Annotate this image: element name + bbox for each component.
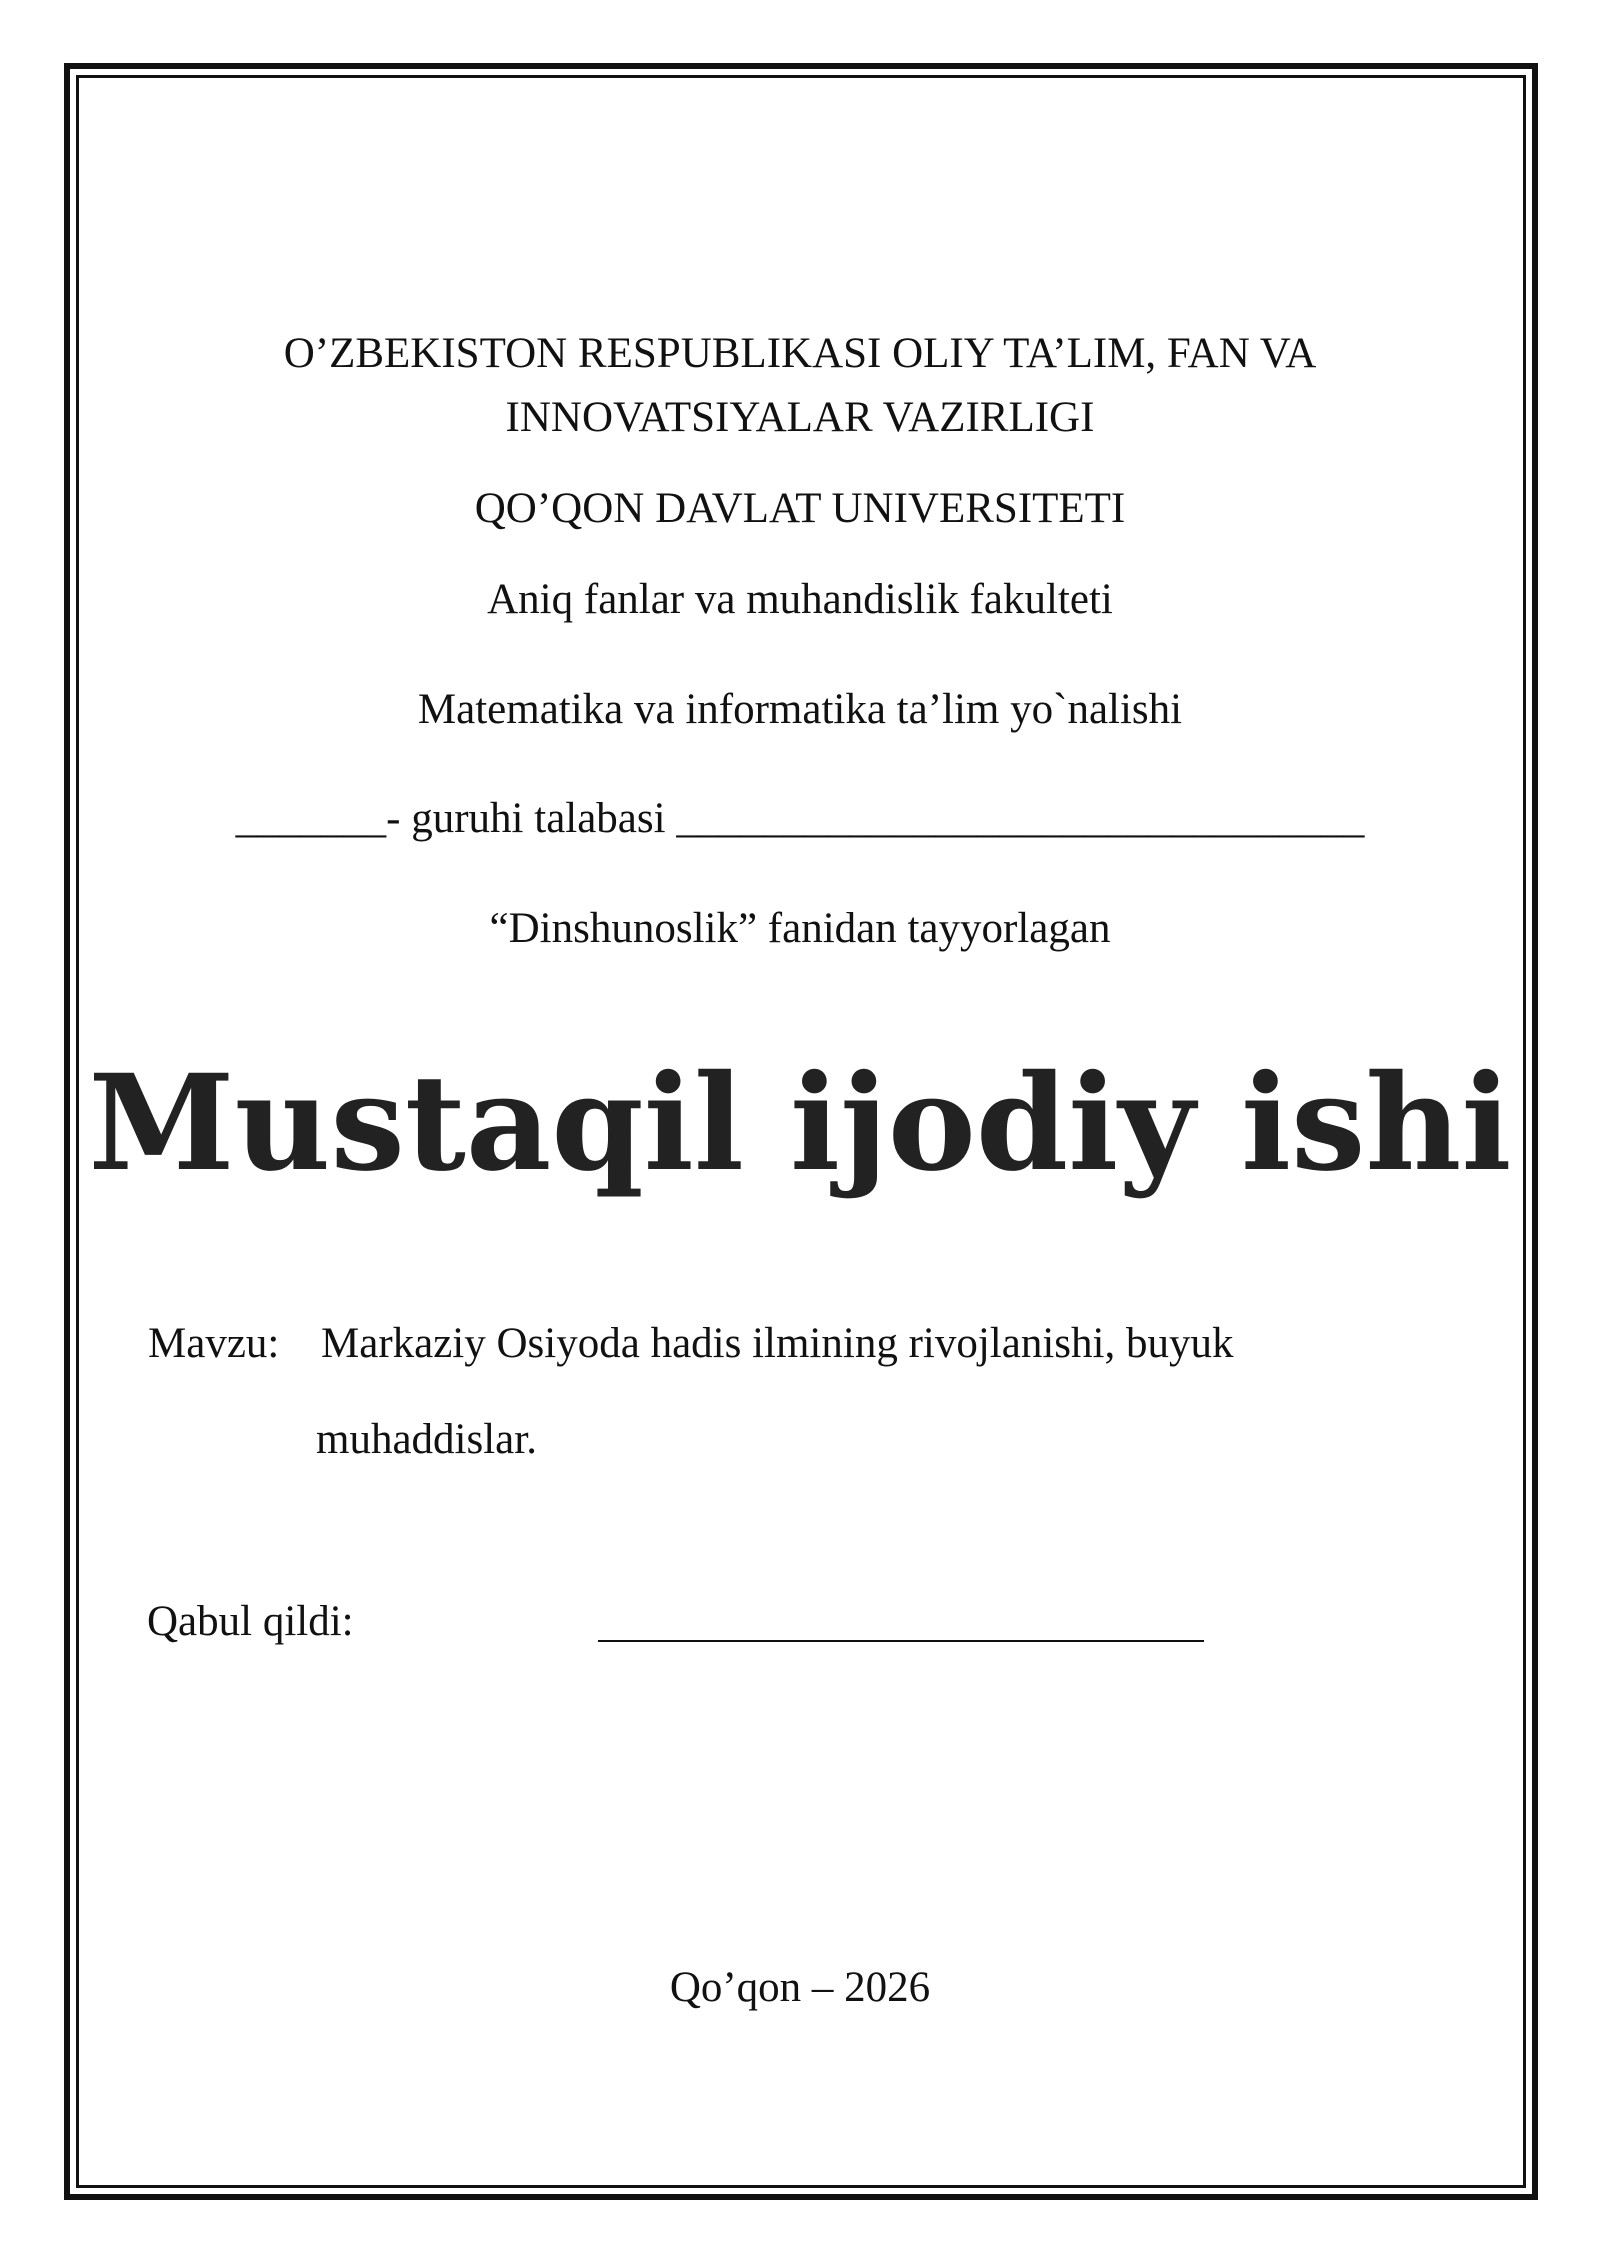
topic-row <box>148 1322 1233 1365</box>
ministry-line-2: INNOVATSIYALAR VAZIRLIGI <box>505 394 1095 441</box>
faculty-name: Aniq fanlar va muhandislik fakulteti <box>487 576 1113 623</box>
place-and-year: Qo’qon – 2026 <box>669 1964 931 2011</box>
topic-label: Mavzu: <box>148 1320 280 1367</box>
accepted-by-blank-line <box>598 1640 1204 1642</box>
accepted-by-label: Qabul qildi: <box>147 1598 354 1645</box>
topic-text-line-2: muhaddislar. <box>316 1416 537 1463</box>
study-direction: Matematika va informatika ta’lim yo`nalishi <box>417 686 1183 733</box>
topic-text-line-1: Markaziy Osiyoda hadis ilmining rivojlanishi, buyuk <box>321 1320 1234 1367</box>
subject-line: “Dinshunoslik” fanidan tayyorlagan <box>489 905 1111 952</box>
student-group-line: _______- guruhi talabasi ________________________________ <box>235 795 1365 842</box>
ministry-line-1: O’ZBEKISTON RESPUBLIKASI OLIY TA’LIM, FAN VA <box>283 330 1317 377</box>
university-name: QO’QON DAVLAT UNIVERSITETI <box>474 485 1126 532</box>
document-title: Mustaqil ijodiy ishi <box>88 1046 1512 1201</box>
